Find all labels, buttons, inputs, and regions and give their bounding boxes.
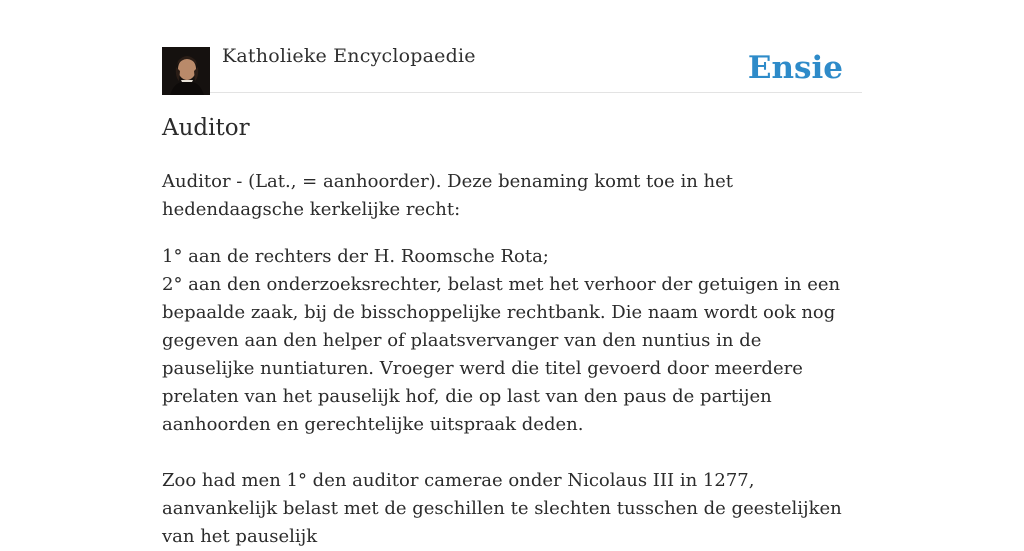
article-body bbox=[162, 168, 852, 551]
list-item-2: 2° aan den onderzoeksrechter, belast met het verhoor der getuigen in een bepaalde zaak, bij de bisschoppelijke rechtbank. Die naam wordt ook nog gegeven aan den helper of plaatsvervanger van den nuntius in de pauselijke nuntiaturen. Vroeger werd die titel gevoerd door meerdere prelaten van het pauselijk hof, die op last van den paus de partijen aanhoorden en gerechtelijke uitspraak deden. bbox=[162, 274, 841, 435]
intro-paragraph: Auditor - (Lat., = aanhoorder). Deze benaming komt toe in het hedendaagsche kerkelijke recht: bbox=[162, 171, 734, 220]
paragraph-3: Zoo had men 1° den auditor camerae onder Nicolaus III in 1277, aanvankelijk belast met de geschillen te slechten tusschen de geestelijken van het pauselijk bbox=[162, 470, 842, 547]
page-title: Auditor bbox=[162, 115, 250, 141]
site-name[interactable]: Katholieke Encyclopaedie bbox=[222, 45, 476, 67]
brand-logo[interactable]: Ensie bbox=[747, 50, 843, 86]
avatar[interactable] bbox=[162, 47, 210, 95]
site-header bbox=[162, 44, 862, 93]
list-item-1: 1° aan de rechters der H. Roomsche Rota; bbox=[162, 246, 549, 267]
portrait-image bbox=[162, 47, 210, 95]
paragraph-gap bbox=[162, 439, 852, 467]
